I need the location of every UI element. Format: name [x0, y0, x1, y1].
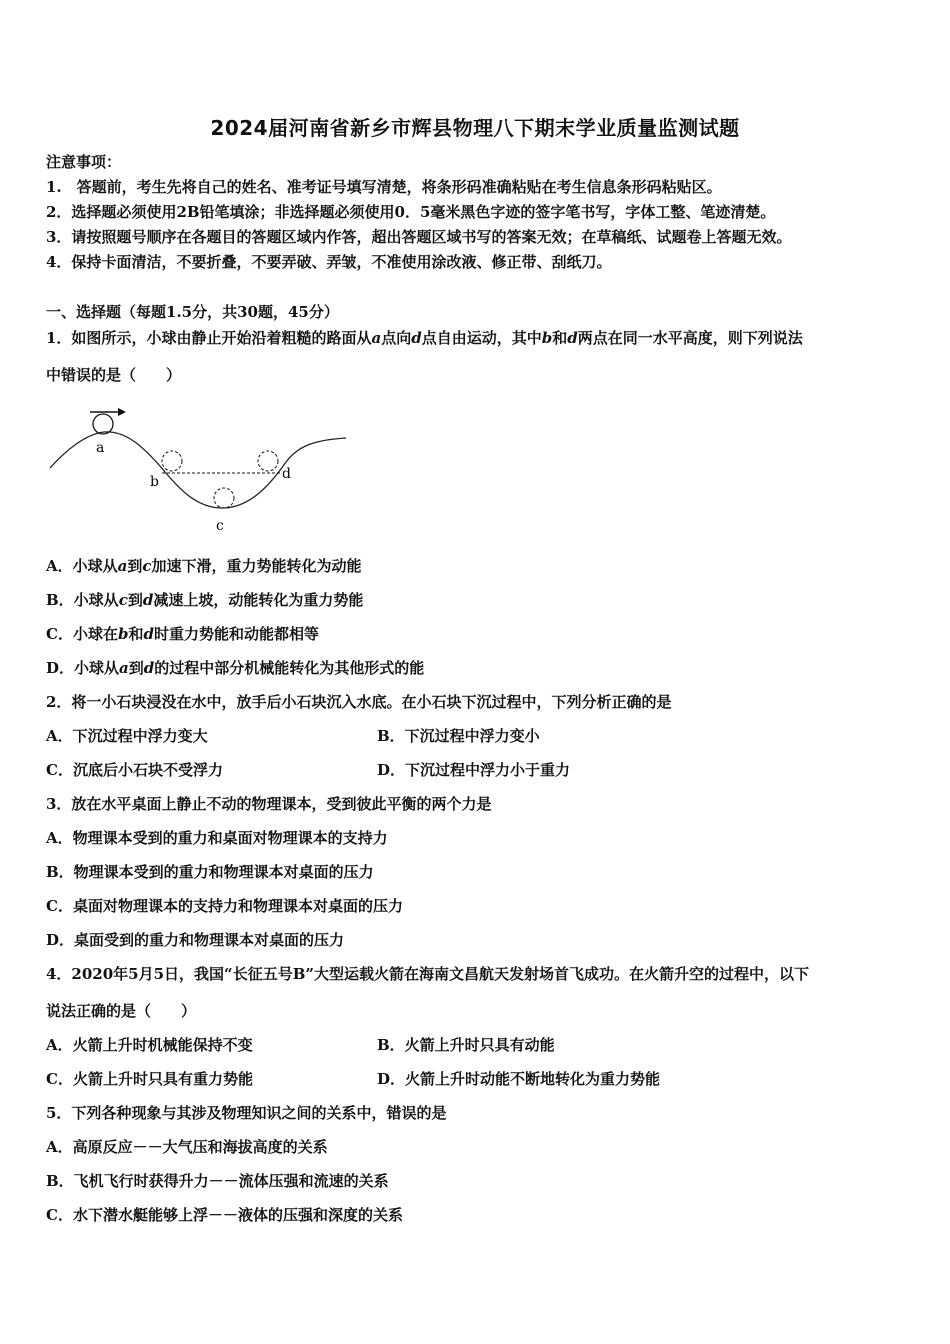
notice-item: 1. 答题前，考生先将自己的姓名、准考证号填写清楚，将条形码准确粘贴在考生信息条形码粘贴区。 [46, 178, 722, 196]
q2-option-c[interactable]: C．沉底后小石块不受浮力 [46, 761, 223, 779]
q4-option-d[interactable]: D．火箭上升时动能不断地转化为重力势能 [377, 1070, 661, 1088]
label-a: a [96, 440, 105, 456]
q2-option-a[interactable]: A．下沉过程中浮力变大 [46, 727, 208, 745]
rough-track [50, 432, 346, 508]
q5-option-c[interactable]: C．水下潜水艇能够上浮－－液体的压强和深度的关系 [46, 1206, 403, 1224]
page-title: 2024届河南省新乡市辉县物理八下期末学业质量监测试题 [210, 116, 740, 140]
question-4-stem-line2: 说法正确的是（ ） [46, 1002, 197, 1020]
label-c: c [216, 518, 224, 534]
q2-option-d[interactable]: D．下沉过程中浮力小于重力 [377, 761, 571, 779]
q1-option-a[interactable]: A．小球从a到c加速下滑，重力势能转化为动能 [46, 557, 362, 575]
arrow-head [118, 408, 126, 416]
notice-heading: 注意事项： [46, 153, 122, 171]
q5-option-b[interactable]: B．飞机飞行时获得升力－－流体压强和流速的关系 [46, 1172, 389, 1190]
q4-option-b[interactable]: B．火箭上升时只具有动能 [377, 1036, 555, 1054]
q4-option-a[interactable]: A．火箭上升时机械能保持不变 [46, 1036, 253, 1054]
q3-option-c[interactable]: C．桌面对物理课本的支持力和物理课本对桌面的压力 [46, 897, 403, 915]
q1-option-c[interactable]: C．小球在b和d时重力势能和动能都相等 [46, 625, 319, 643]
section-heading: 一、选择题（每题1.5分，共30题，45分） [46, 303, 339, 321]
label-b: b [150, 474, 159, 490]
question-3-stem: 3．放在水平桌面上静止不动的物理课本，受到彼此平衡的两个力是 [46, 795, 492, 813]
notice-item: 4．保持卡面清洁，不要折叠，不要弄破、弄皱，不准使用涂改液、修正带、刮纸刀。 [46, 253, 612, 271]
label-d: d [282, 466, 291, 482]
q3-option-d[interactable]: D．桌面受到的重力和物理课本对桌面的压力 [46, 931, 345, 949]
ball-dashed-c [214, 488, 234, 508]
notice-item: 2．选择题必须使用2B铅笔填涂；非选择题必须使用0．5毫米黑色字迹的签字笔书写，字体工整、笔迹清楚。 [46, 203, 776, 221]
q4-option-c[interactable]: C．火箭上升时只具有重力势能 [46, 1070, 253, 1088]
ball-solid [93, 414, 113, 434]
notice-item: 3．请按照题号顺序在各题目的答题区域内作答，超出答题区域书写的答案无效；在草稿纸、试题卷上答题无效。 [46, 228, 792, 246]
ball-dashed-d [258, 451, 278, 471]
question-2-stem: 2．将一小石块浸没在水中，放手后小石块沉入水底。在小石块下沉过程中，下列分析正确的是 [46, 693, 672, 711]
q3-option-b[interactable]: B．物理课本受到的重力和物理课本对桌面的压力 [46, 863, 374, 881]
q1-track-figure [46, 400, 356, 540]
q5-option-a[interactable]: A．高原反应－－大气压和海拔高度的关系 [46, 1138, 328, 1156]
q1-option-b[interactable]: B．小球从c到d减速上坡，动能转化为重力势能 [46, 591, 364, 609]
question-5-stem: 5．下列各种现象与其涉及物理知识之间的关系中，错误的是 [46, 1104, 447, 1122]
q3-option-a[interactable]: A．物理课本受到的重力和桌面对物理课本的支持力 [46, 829, 388, 847]
question-1-stem-line2: 中错误的是（ ） [46, 366, 182, 384]
ball-dashed-b [162, 451, 182, 471]
q1-option-d[interactable]: D．小球从a到d的过程中部分机械能转化为其他形式的能 [46, 659, 425, 677]
question-4-stem: 4．2020年5月5日，我国“长征五号B”大型运载火箭在海南文昌航天发射场首飞成功。在火箭升空的过程中，以下 [46, 965, 809, 983]
question-1-stem: 1．如图所示，小球由静止开始沿着粗糙的路面从a点向d点自由运动，其中b和d两点在同一水平高度，则下列说法 [46, 329, 803, 347]
q2-option-b[interactable]: B．下沉过程中浮力变小 [377, 727, 540, 745]
